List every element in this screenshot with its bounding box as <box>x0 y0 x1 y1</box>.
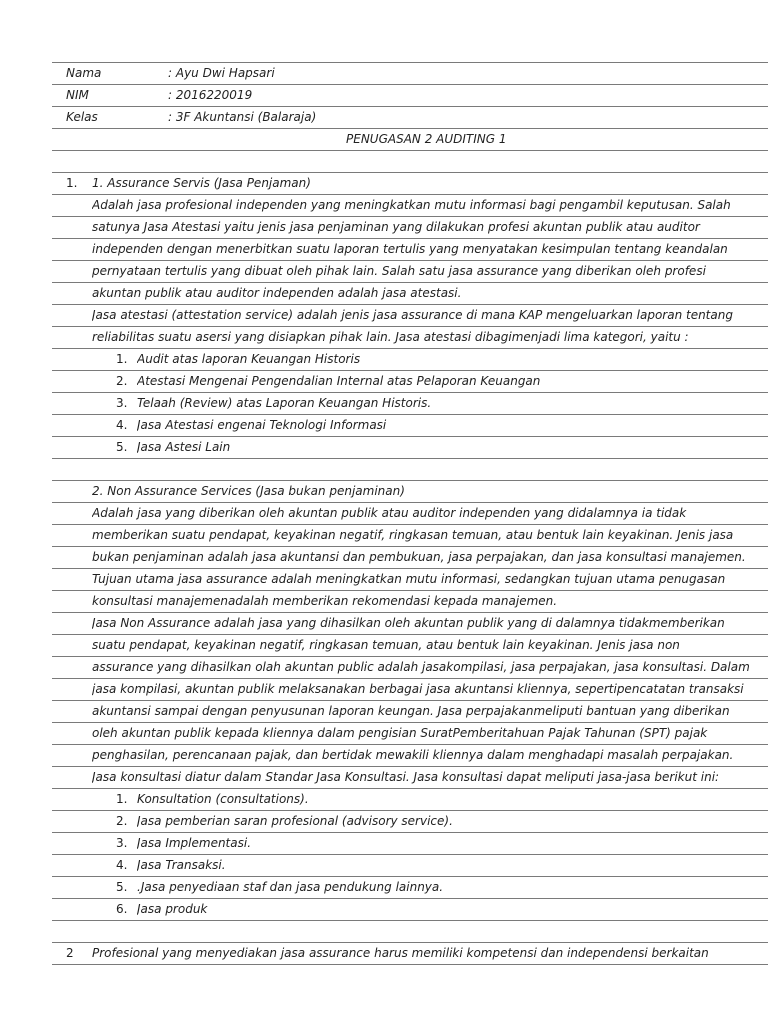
list-item: Telaah (Review) atas Laporan Keuangan Historis. <box>137 396 432 410</box>
ruled-line <box>52 106 768 107</box>
ruled-line <box>52 810 768 811</box>
ruled-line <box>52 876 768 877</box>
ruled-line <box>52 766 768 767</box>
section-heading: 2. Non Assurance Services (Jasa bukan penjaminan) <box>92 484 405 498</box>
paragraph-line: Jasa konsultasi diatur dalam Standar Jasa Konsultasi. Jasa konsultasi dapat meliputi jasa-jasa berikut ini: <box>92 770 720 784</box>
ruled-line <box>52 150 768 151</box>
ruled-line <box>52 458 768 459</box>
list-item: Jasa Atestasi engenai Teknologi Informasi <box>137 418 387 432</box>
ruled-line <box>52 172 768 173</box>
list-item-number: 2. <box>116 814 128 828</box>
paragraph-line: pernyataan tertulis yang dibuat oleh pihak lain. Salah satu jasa assurance yang diberikan oleh profesi <box>92 264 706 278</box>
paragraph-line: akuntansi sampai dengan penyusunan laporan keungan. Jasa perpajakanmeliputi bantuan yang diberikan <box>92 704 730 718</box>
ruled-line <box>52 194 768 195</box>
paragraph-line: konsultasi manajemenadalah memberikan rekomendasi kepada manajemen. <box>92 594 558 608</box>
ruled-line <box>52 436 768 437</box>
question-number: 2 <box>66 946 74 960</box>
ruled-line <box>52 634 768 635</box>
paragraph-line: penghasilan, perencanaan pajak, dan bertidak mewakili kliennya dalam menghadapi masalah perpajakan. <box>92 748 734 762</box>
ruled-line <box>52 392 768 393</box>
list-item-number: 1. <box>116 352 128 366</box>
paragraph-line: Profesional yang menyediakan jasa assurance harus memiliki kompetensi dan independensi berkaitan <box>92 946 709 960</box>
list-item-number: 6. <box>116 902 128 916</box>
list-item-number: 3. <box>116 836 128 850</box>
list-item: Jasa produk <box>137 902 208 916</box>
paragraph-line: Adalah jasa profesional independen yang meningkatkan mutu informasi bagi pengambil keputusan. Salah <box>92 198 731 212</box>
document-title: PENUGASAN 2 AUDITING 1 <box>346 132 507 146</box>
ruled-line <box>52 656 768 657</box>
list-item: Jasa pemberian saran profesional (advisory service). <box>137 814 453 828</box>
nim-label: NIM <box>66 88 89 102</box>
list-item: Konsultation (consultations). <box>137 792 309 806</box>
paragraph-line: Adalah jasa yang diberikan oleh akuntan publik atau auditor independen yang didalamnya ia tidak <box>92 506 687 520</box>
list-item-number: 2. <box>116 374 128 388</box>
paragraph-line: Jasa atestasi (attestation service) adalah jenis jasa assurance di mana KAP mengeluarkan laporan tentang <box>92 308 733 322</box>
ruled-line <box>52 238 768 239</box>
ruled-line <box>52 546 768 547</box>
list-item-number: 3. <box>116 396 128 410</box>
paragraph-line: independen dengan menerbitkan suatu laporan tertulis yang menyatakan kesimpulan tentang keandalan <box>92 242 728 256</box>
ruled-line <box>52 326 768 327</box>
ruled-line <box>52 62 768 63</box>
paragraph-line: jasa kompilasi, akuntan publik melaksanakan berbagai jasa akuntansi kliennya, sepertipencatatan transaksi <box>92 682 744 696</box>
list-item-number: 5. <box>116 440 128 454</box>
ruled-line <box>52 722 768 723</box>
section-heading: 1. Assurance Servis (Jasa Penjaman) <box>92 176 311 190</box>
question-number: 1. <box>66 176 78 190</box>
list-item: Audit atas laporan Keuangan Historis <box>137 352 361 366</box>
paragraph-line: satunya Jasa Atestasi yaitu jenis jasa penjaminan yang dilakukan profesi akuntan publik atau auditor <box>92 220 700 234</box>
paragraph-line: suatu pendapat, keyakinan negatif, ringkasan temuan, atau bentuk lain keyakinan. Jenis jasa non <box>92 638 680 652</box>
ruled-line <box>52 898 768 899</box>
list-item: .Jasa penyediaan staf dan jasa pendukung lainnya. <box>137 880 444 894</box>
paragraph-line: bukan penjaminan adalah jasa akuntansi dan pembukuan, jasa perpajakan, dan jasa konsultasi manajemen. <box>92 550 746 564</box>
class-label: Kelas <box>66 110 98 124</box>
paragraph-line: akuntan publik atau auditor independen adalah jasa atestasi. <box>92 286 462 300</box>
paragraph-line: reliabilitas suatu asersi yang disiapkan pihak lain. Jasa atestasi dibagimenjadi lima kategori, yaitu : <box>92 330 689 344</box>
ruled-line <box>52 700 768 701</box>
list-item-number: 4. <box>116 858 128 872</box>
ruled-line <box>52 304 768 305</box>
ruled-line <box>52 854 768 855</box>
list-item-number: 1. <box>116 792 128 806</box>
ruled-line <box>52 480 768 481</box>
ruled-line <box>52 920 768 921</box>
ruled-line <box>52 568 768 569</box>
ruled-line <box>52 678 768 679</box>
name-value: : Ayu Dwi Hapsari <box>168 66 275 80</box>
ruled-line <box>52 942 768 943</box>
ruled-line <box>52 524 768 525</box>
list-item: Jasa Implementasi. <box>137 836 252 850</box>
nim-value: : 2016220019 <box>168 88 253 102</box>
list-item: Jasa Transaksi. <box>137 858 226 872</box>
list-item: Jasa Astesi Lain <box>137 440 231 454</box>
ruled-line <box>52 744 768 745</box>
list-item: Atestasi Mengenai Pengendalian Internal atas Pelaporan Keuangan <box>137 374 541 388</box>
ruled-line <box>52 502 768 503</box>
ruled-line <box>52 370 768 371</box>
ruled-line <box>52 590 768 591</box>
paragraph-line: oleh akuntan publik kepada kliennya dalam pengisian SuratPemberitahuan Pajak Tahunan (SPT) pajak <box>92 726 708 740</box>
ruled-line <box>52 612 768 613</box>
ruled-line <box>52 414 768 415</box>
ruled-line <box>52 260 768 261</box>
ruled-line <box>52 216 768 217</box>
name-label: Nama <box>66 66 102 80</box>
list-item-number: 5. <box>116 880 128 894</box>
paragraph-line: Jasa Non Assurance adalah jasa yang dihasilkan oleh akuntan publik yang di dalamnya tidakmemberikan <box>92 616 725 630</box>
ruled-line <box>52 348 768 349</box>
paragraph-line: Tujuan utama jasa assurance adalah meningkatkan mutu informasi, sedangkan tujuan utama penugasan <box>92 572 726 586</box>
paragraph-line: memberikan suatu pendapat, keyakinan negatif, ringkasan temuan, atau bentuk lain keyakinan. Jenis jasa <box>92 528 734 542</box>
ruled-line <box>52 832 768 833</box>
ruled-line <box>52 128 768 129</box>
ruled-line <box>52 788 768 789</box>
class-value: : 3F Akuntansi (Balaraja) <box>168 110 317 124</box>
ruled-line <box>52 84 768 85</box>
ruled-line <box>52 964 768 965</box>
ruled-line <box>52 282 768 283</box>
list-item-number: 4. <box>116 418 128 432</box>
paragraph-line: assurance yang dihasilkan olah akuntan public adalah jasakompilasi, jasa perpajakan, jasa konsultasi. Dalam <box>92 660 750 674</box>
